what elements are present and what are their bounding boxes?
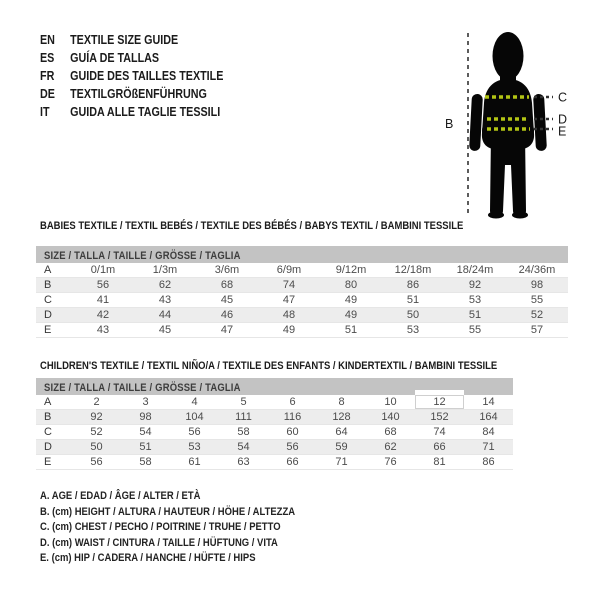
size-value: 52 [530,309,544,321]
size-value: 53 [406,324,420,336]
size-value: 58 [237,426,250,438]
size-value: 71 [335,456,348,468]
size-header-text: SIZE / TALLA / TAILLE / GRÖSSE / TAGLIA [44,250,241,262]
size-value: 66 [433,441,446,453]
size-value: 2 [93,396,100,408]
size-value: 6 [289,396,296,408]
size-value: 51 [139,441,152,453]
babies-table-title [40,220,532,232]
size-value: 55 [468,324,482,336]
children-title-text: CHILDREN'S TEXTILE / TEXTIL NIÑO/A / TEXTILE DES ENFANTS / KINDERTEXTIL / BAMBINI TESSILE [40,360,498,372]
size-value: 4 [191,396,198,408]
size-value: 0/1m [90,264,116,276]
legend-line-waist: D. (cm) WAIST / CINTURA / TAILLE / HÜFTUNG / VITA [40,536,278,549]
row-label: B [44,279,52,291]
size-value: 42 [96,309,110,321]
size-value: 44 [158,309,172,321]
babies-size-table [36,246,568,338]
table-row-d [36,440,513,455]
size-value: 71 [482,441,495,453]
size-value: 49 [344,309,358,321]
legend-line-age: A. AGE / EDAD / ÂGE / ALTER / ETÀ [40,490,201,502]
size-value: 41 [96,294,110,306]
size-value: 68 [384,426,397,438]
size-value: 5 [240,396,247,408]
lang-label: GUÍA DE TALLAS [70,51,160,65]
language-title-list [40,31,223,121]
row-label: D [44,441,52,453]
size-value: 53 [188,441,201,453]
lang-code: DE [40,87,55,101]
height-label: B [445,117,454,131]
children-table-body [36,395,513,470]
size-value: 45 [158,324,172,336]
size-value: 140 [381,411,400,423]
size-value: 45 [220,294,234,306]
size-value: 59 [335,441,348,453]
size-value: 43 [158,294,172,306]
lang-code: IT [40,105,50,119]
lang-row-fr [40,67,223,85]
size-value: 56 [96,279,110,291]
measurement-legend [40,489,295,567]
size-value: 61 [188,456,201,468]
size-value: 111 [235,411,252,423]
size-value: 116 [283,411,302,423]
lang-code: ES [40,51,55,65]
size-value: 52 [90,426,103,438]
size-value: 104 [185,411,204,423]
size-value: 14 [482,396,495,408]
size-value: 64 [335,426,348,438]
size-value: 98 [530,279,544,291]
size-value: 50 [90,441,103,453]
size-value: 60 [286,426,299,438]
size-header-text: SIZE / TALLA / TAILLE / GRÖSSE / TAGLIA [44,382,241,394]
size-value: 47 [220,324,234,336]
legend-line-chest: C. (cm) CHEST / PECHO / POITRINE / TRUHE / PETTO [40,521,281,533]
size-value: 54 [139,426,152,438]
row-label: A [44,264,52,276]
table-size-header [36,246,568,263]
table-size-header [36,378,513,395]
size-value: 56 [90,456,103,468]
size-value: 86 [482,456,495,468]
size-value: 48 [282,309,296,321]
size-value: 10 [384,396,397,408]
size-value: 50 [406,309,420,321]
size-value: 92 [90,411,103,423]
size-value: 56 [286,441,299,453]
lang-label: GUIDE DES TAILLES TEXTILE [70,69,224,83]
size-value: 49 [282,324,296,336]
table-row-a [36,263,568,278]
size-value: 51 [406,294,420,306]
size-value: 47 [282,294,296,306]
lang-code: EN [40,33,55,47]
size-value: 80 [344,279,358,291]
child-silhouette-figure [435,15,600,235]
table-row-b [36,410,513,425]
lang-row-de [40,85,223,103]
table-row-c [36,293,568,308]
babies-table-body [36,263,568,338]
row-label: D [44,309,52,321]
size-value: 51 [344,324,358,336]
lang-label: TEXTILE SIZE GUIDE [70,33,179,47]
lang-row-es [40,49,223,67]
size-value: 55 [530,294,544,306]
table-row-c [36,425,513,440]
size-value: 54 [237,441,250,453]
table-row-b [36,278,568,293]
size-value: 152 [430,411,449,423]
size-value: 98 [139,411,152,423]
table-row-e [36,455,513,470]
row-label: C [44,294,52,306]
size-value: 164 [479,411,498,423]
size-value: 74 [433,426,446,438]
size-value: 51 [468,309,482,321]
legend-line-hip: E. (cm) HIP / CADERA / HANCHE / HÜFTE / HIPS [40,552,256,564]
size-value: 86 [406,279,420,291]
size-value: 8 [338,396,345,408]
size-value: 56 [188,426,201,438]
size-value: 24/36m [518,264,556,276]
size-value: 9/12m [335,264,367,276]
chest-label: C [558,90,568,105]
size-value: 49 [344,294,358,306]
babies-title-text: BABIES TEXTILE / TEXTIL BEBÉS / TEXTILE DES BÉBÉS / BABYS TEXTIL / BAMBINI TESSILE [40,220,464,232]
children-size-table [36,378,513,470]
size-value: 1/3m [152,264,178,276]
size-value: 84 [482,426,495,438]
lang-code: FR [40,69,55,83]
row-label: C [44,426,52,438]
size-value: 128 [332,411,351,423]
lang-row-it [40,103,223,121]
legend-line-height: B. (cm) HEIGHT / ALTURA / HAUTEUR / HÖHE / ALTEZZA [40,505,296,518]
table-row-e [36,323,568,338]
size-value: 66 [286,456,299,468]
child-silhouette [469,32,547,219]
size-value: 74 [282,279,296,291]
size-value: 81 [433,456,446,468]
children-table-title [40,360,572,372]
size-value: 68 [220,279,234,291]
size-value: 57 [530,324,544,336]
size-value: 76 [384,456,397,468]
size-value: 53 [468,294,482,306]
lang-row-en [40,31,223,49]
waist-label: D [558,112,568,127]
size-value: 18/24m [456,264,494,276]
table-row-a [36,395,513,410]
size-value: 12/18m [394,264,432,276]
row-label: E [44,456,52,468]
row-label: A [44,396,52,408]
size-value: 63 [237,456,250,468]
size-value: 62 [158,279,172,291]
size-value: 46 [220,309,234,321]
size-value: 92 [468,279,482,291]
lang-label: TEXTILGRÖßENFÜHRUNG [70,87,207,101]
size-value: 6/9m [276,264,302,276]
table-row-d [36,308,568,323]
size-value: 3/6m [214,264,240,276]
size-value: 43 [96,324,110,336]
lang-label: GUIDA ALLE TAGLIE TESSILI [70,105,221,119]
size-value: 12 [415,395,464,409]
row-label: B [44,411,52,423]
size-value: 3 [142,396,149,408]
row-label: E [44,324,52,336]
size-value: 58 [139,456,152,468]
size-value: 62 [384,441,397,453]
hip-label: E [558,124,567,139]
